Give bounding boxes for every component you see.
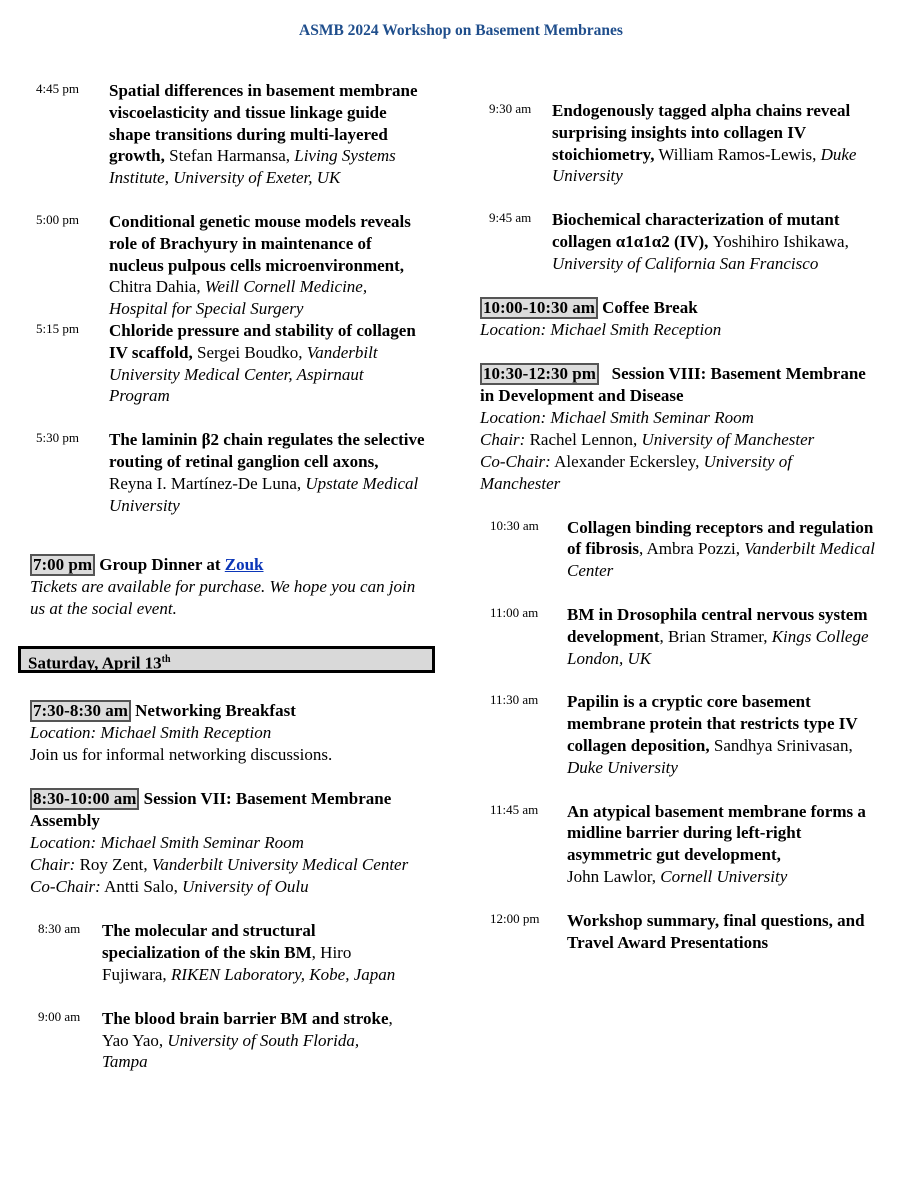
cochair-affiliation: University of Oulu — [177, 877, 309, 897]
talk-description — [109, 211, 425, 320]
session-viii-location: Location: Michael Smith Seminar Room — [480, 407, 754, 427]
talk-speaker: William Ramos-Lewis, — [654, 144, 817, 164]
talk-title: Spatial differences in basement membrane viscoelasticity and tissue linkage guide shape transitions during multi-layered growth, — [109, 81, 418, 166]
dinner-label: Group Dinner at — [95, 555, 225, 575]
breakfast-label: Networking Breakfast — [130, 701, 296, 721]
talk-affiliation: University of California San Francisco — [552, 253, 819, 273]
talk-item — [38, 920, 430, 985]
talk-item — [38, 1008, 430, 1073]
chair-name: Rachel Lennon, — [525, 429, 638, 449]
dinner-time-box: 7:00 pm — [30, 554, 95, 576]
talk-title: Endogenously tagged alpha chains reveal surprising insights into collagen IV stoichiometry, — [552, 101, 851, 164]
document-title: ASMB 2024 Workshop on Basement Membranes — [299, 22, 623, 39]
talk-description — [109, 429, 425, 516]
session-viii-time-box: 10:30-12:30 pm — [480, 363, 599, 385]
talk-time: 8:30 am — [38, 921, 81, 937]
talk-title: Biochemical characterization of mutant collagen α1α1α2 (IV), — [552, 210, 840, 251]
talk-speaker: Chitra Dahia, — [109, 277, 201, 297]
talk-affiliation: Duke University — [552, 144, 857, 186]
dinner-note: Tickets are available for purchase. We hope you can join us at the social event. — [30, 577, 416, 619]
talk-description — [552, 209, 882, 274]
talk-description — [102, 920, 398, 985]
talk-affiliation: Vanderbilt University Medical Center, Aspirnaut Program — [109, 342, 378, 406]
talk-speaker: , Ambra Pozzi, — [638, 539, 740, 559]
talk-affiliation: Vanderbilt Medical Center — [567, 539, 876, 581]
talk-affiliation: Duke University — [567, 757, 678, 777]
session-vii-block — [30, 788, 410, 898]
breakfast-block — [30, 700, 430, 766]
session-viii-block — [480, 363, 875, 495]
talk-affiliation: University of South Florida, Tampa — [102, 1030, 360, 1072]
talk-item — [490, 910, 900, 954]
talk-description — [567, 910, 877, 954]
talk-item — [489, 100, 900, 187]
cochair-label: Co-Chair: — [30, 877, 101, 897]
talk-item — [36, 320, 430, 407]
day-label: Saturday, April 13 — [28, 654, 162, 673]
talk-item — [36, 211, 430, 320]
chair-label: Chair: — [480, 429, 526, 449]
chair-label: Chair: — [30, 855, 76, 875]
talk-speaker: John Lawlor, — [567, 866, 657, 886]
coffee-block — [480, 297, 900, 341]
talk-time: 9:00 am — [38, 1008, 81, 1024]
talk-speaker: , Brian Stramer, — [659, 626, 768, 646]
talk-title: An atypical basement membrane forms a midline barrier during left-right asymmetric gut development, — [567, 801, 866, 865]
chair-affiliation: Vanderbilt University Medical Center — [147, 855, 409, 875]
session-vii-location: Location: Michael Smith Seminar Room — [30, 833, 304, 853]
coffee-time-box: 10:00-10:30 am — [480, 297, 598, 319]
breakfast-time-box: 7:30-8:30 am — [30, 700, 131, 722]
talk-item — [490, 801, 900, 888]
talk-time: 12:00 pm — [490, 910, 540, 926]
talk-affiliation: Kings College London, UK — [567, 626, 869, 668]
talk-affiliation: Cornell University — [656, 866, 788, 886]
right-column — [480, 100, 900, 953]
talk-time: 11:00 am — [490, 604, 539, 620]
cochair-affiliation: University of Manchester — [480, 451, 792, 493]
chair-name: Roy Zent, — [75, 855, 148, 875]
dinner-block — [30, 554, 430, 620]
left-column — [30, 80, 430, 1073]
zouk-link[interactable]: Zouk — [224, 555, 264, 575]
talk-description — [567, 801, 877, 888]
talk-item — [490, 691, 900, 778]
talk-description — [552, 100, 882, 187]
talk-affiliation: Living Systems Institute, University of Exeter, UK — [109, 146, 396, 188]
talk-time: 5:15 pm — [36, 320, 79, 336]
talk-description — [109, 320, 425, 407]
talk-description — [102, 1008, 398, 1073]
talk-speaker: Yoshihiro Ishikawa, — [708, 231, 849, 251]
chair-affiliation: University of Manchester — [637, 429, 815, 449]
talk-title: Papilin is a cryptic core basement membrane protein that restricts type IV collagen deposition, — [567, 692, 858, 755]
coffee-label: Coffee Break — [597, 297, 698, 317]
talk-title: The laminin β2 chain regulates the selective routing of retinal ganglion cell axons, — [109, 430, 425, 471]
breakfast-note: Join us for informal networking discussions. — [30, 745, 333, 765]
talk-speaker: , Hiro Fujiwara, — [102, 943, 352, 984]
session-vii-time-box: 8:30-10:00 am — [30, 788, 139, 810]
talk-item — [36, 80, 430, 189]
cochair-name: Alexander Eckersley, — [550, 451, 700, 471]
talk-description — [567, 517, 877, 582]
cochair-label: Co-Chair: — [480, 451, 551, 471]
talk-speaker: Sergei Boudko, — [192, 342, 303, 362]
talk-time: 11:30 am — [490, 692, 539, 708]
day-header — [18, 646, 435, 673]
day-label-suffix: th — [161, 654, 171, 666]
talk-affiliation: Upstate Medical University — [109, 473, 419, 515]
coffee-location: Location: Michael Smith Reception — [480, 319, 722, 339]
talk-item — [490, 517, 900, 582]
talk-time: 4:45 pm — [36, 81, 79, 96]
talk-item — [489, 209, 900, 274]
talk-time: 9:30 am — [489, 101, 532, 116]
talk-description — [567, 604, 877, 669]
talk-time: 5:00 pm — [36, 211, 79, 227]
talk-description — [109, 80, 425, 189]
session-viii-title: Session VIII: Basement Membrane in Development and Disease — [480, 363, 871, 405]
cochair-name: Antti Salo, — [100, 877, 178, 897]
talk-title: Chloride pressure and stability of collagen IV scaffold, — [109, 320, 416, 362]
talk-title: Collagen binding receptors and regulation of fibrosis — [567, 517, 874, 559]
talk-time: 11:45 am — [490, 801, 539, 817]
breakfast-location: Location: Michael Smith Reception — [30, 723, 272, 743]
session-vii-title: Session VII: Basement Membrane Assembly — [30, 789, 392, 831]
talk-speaker: , Yao Yao, — [102, 1008, 393, 1050]
talk-time: 9:45 am — [489, 210, 532, 226]
talk-speaker: Sandhya Srinivasan, — [709, 735, 853, 755]
talk-affiliation: RIKEN Laboratory, Kobe, Japan — [166, 964, 396, 984]
talk-time: 10:30 am — [490, 517, 539, 533]
talk-item — [36, 429, 430, 516]
talk-time: 5:30 pm — [36, 430, 79, 446]
talk-description — [567, 691, 877, 778]
talk-speaker: Stefan Harmansa, — [164, 146, 290, 166]
talk-title: The molecular and structural specialization of the skin BM — [102, 921, 316, 963]
talk-speaker: Reyna I. Martínez-De Luna, — [109, 473, 302, 493]
talk-affiliation: Weill Cornell Medicine, Hospital for Special Surgery — [109, 277, 368, 319]
talk-item — [490, 604, 900, 669]
talk-title: Conditional genetic mouse models reveals role of Brachyury in maintenance of nucleus pulpous cells microenvironment, — [109, 211, 411, 275]
talk-title: Workshop summary, final questions, and Travel Award Presentations — [567, 910, 865, 952]
talk-title: The blood brain barrier BM and stroke — [102, 1008, 389, 1028]
talk-title: BM in Drosophila central nervous system development — [567, 604, 868, 646]
